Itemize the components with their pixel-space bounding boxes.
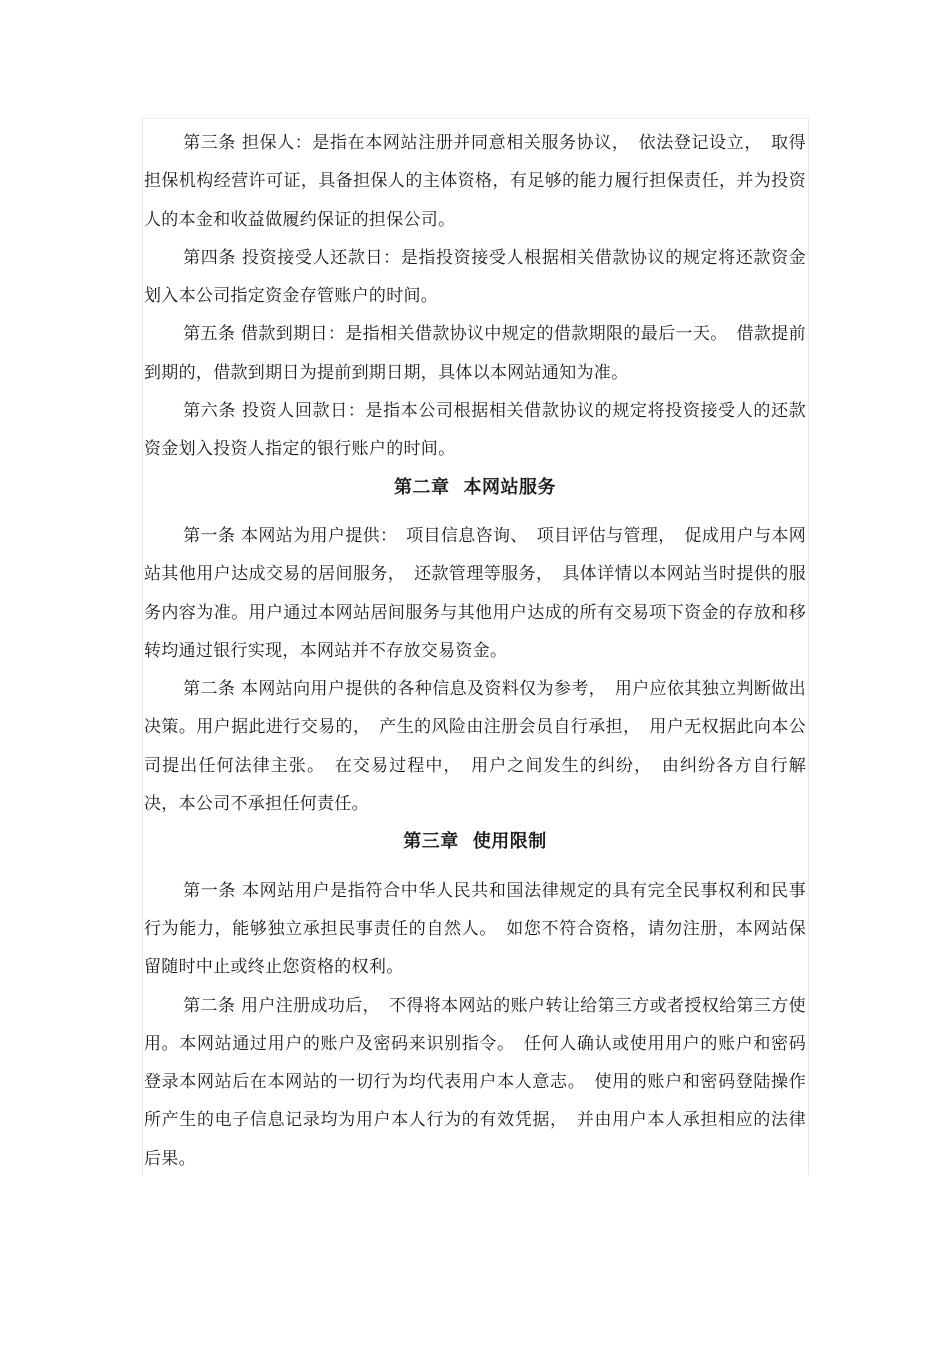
article-information-reference: 第二条 本网站向用户提供的各种信息及资料仅为参考， 用户应依其独立判断做出决策。用户据此进行交易的， 产生的风险由注册会员自行承担， 用户无权据此向本公司提出任何法律主张。 在交易过程中， 用户之间发生的纠纷， 由纠纷各方自行解决，本公司不承担任何责任。 xyxy=(144,679,806,815)
article-repayment-date: 第四条 投资接受人还款日：是指投资接受人根据相关借款协议的规定将还款资金划入本公司指定资金存管账户的时间。 xyxy=(144,247,806,307)
chapter-title: 使用限制 xyxy=(472,831,547,853)
chapter-title: 本网站服务 xyxy=(463,476,556,498)
chapter-number: 第二章 xyxy=(394,476,450,498)
chapter-number: 第三章 xyxy=(403,831,459,853)
chapter-heading-2 xyxy=(144,469,806,507)
document-body xyxy=(144,124,806,1178)
article-loan-maturity-date: 第五条 借款到期日：是指相关借款协议中规定的借款期限的最后一天。 借款提前到期的，借款到期日为提前到期日期，具体以本网站通知为准。 xyxy=(144,324,806,383)
article-guarantor: 第三条 担保人：是指在本网站注册并同意相关服务协议， 依法登记设立， 取得担保机构经营许可证，具备担保人的主体资格，有足够的能力履行担保责任，并为投资人的本金和收益做履约保证的担保公司。 xyxy=(144,133,806,230)
article-account-transfer: 第二条 用户注册成功后， 不得将本网站的账户转让给第三方或者授权给第三方使用。本网站通过用户的账户及密码来识别指令。 任何人确认或使用用户的账户和密码登录本网站后在本网站的一切行为均代表用户本人意志。 使用的账户和密码登陆操作所产生的电子信息记录均为用户本人行为的有效凭据， 并由用户本人承担相应的法律后果。 xyxy=(144,995,806,1169)
article-services-provided: 第一条 本网站为用户提供： 项目信息咨询、 项目评估与管理， 促成用户与本网站其他用户达成交易的居间服务， 还款管理等服务， 具体详情以本网站当时提供的服务内容为准。用户通过本网站居间服务与其他用户达成的所有交易项下资金的存放和移转均通过银行实现，本网站并不存放交易资金。 xyxy=(144,525,806,661)
article-investor-return-date: 第六条 投资人回款日：是指本公司根据相关借款协议的规定将投资接受人的还款资金划入投资人指定的银行账户的时间。 xyxy=(144,401,806,460)
article-user-eligibility: 第一条 本网站用户是指符合中华人民共和国法律规定的具有完全民事权利和民事行为能力，能够独立承担民事责任的自然人。 如您不符合资格，请勿注册，本网站保留随时中止或终止您资格的权利。 xyxy=(144,880,806,978)
chapter-heading-3 xyxy=(144,823,806,861)
